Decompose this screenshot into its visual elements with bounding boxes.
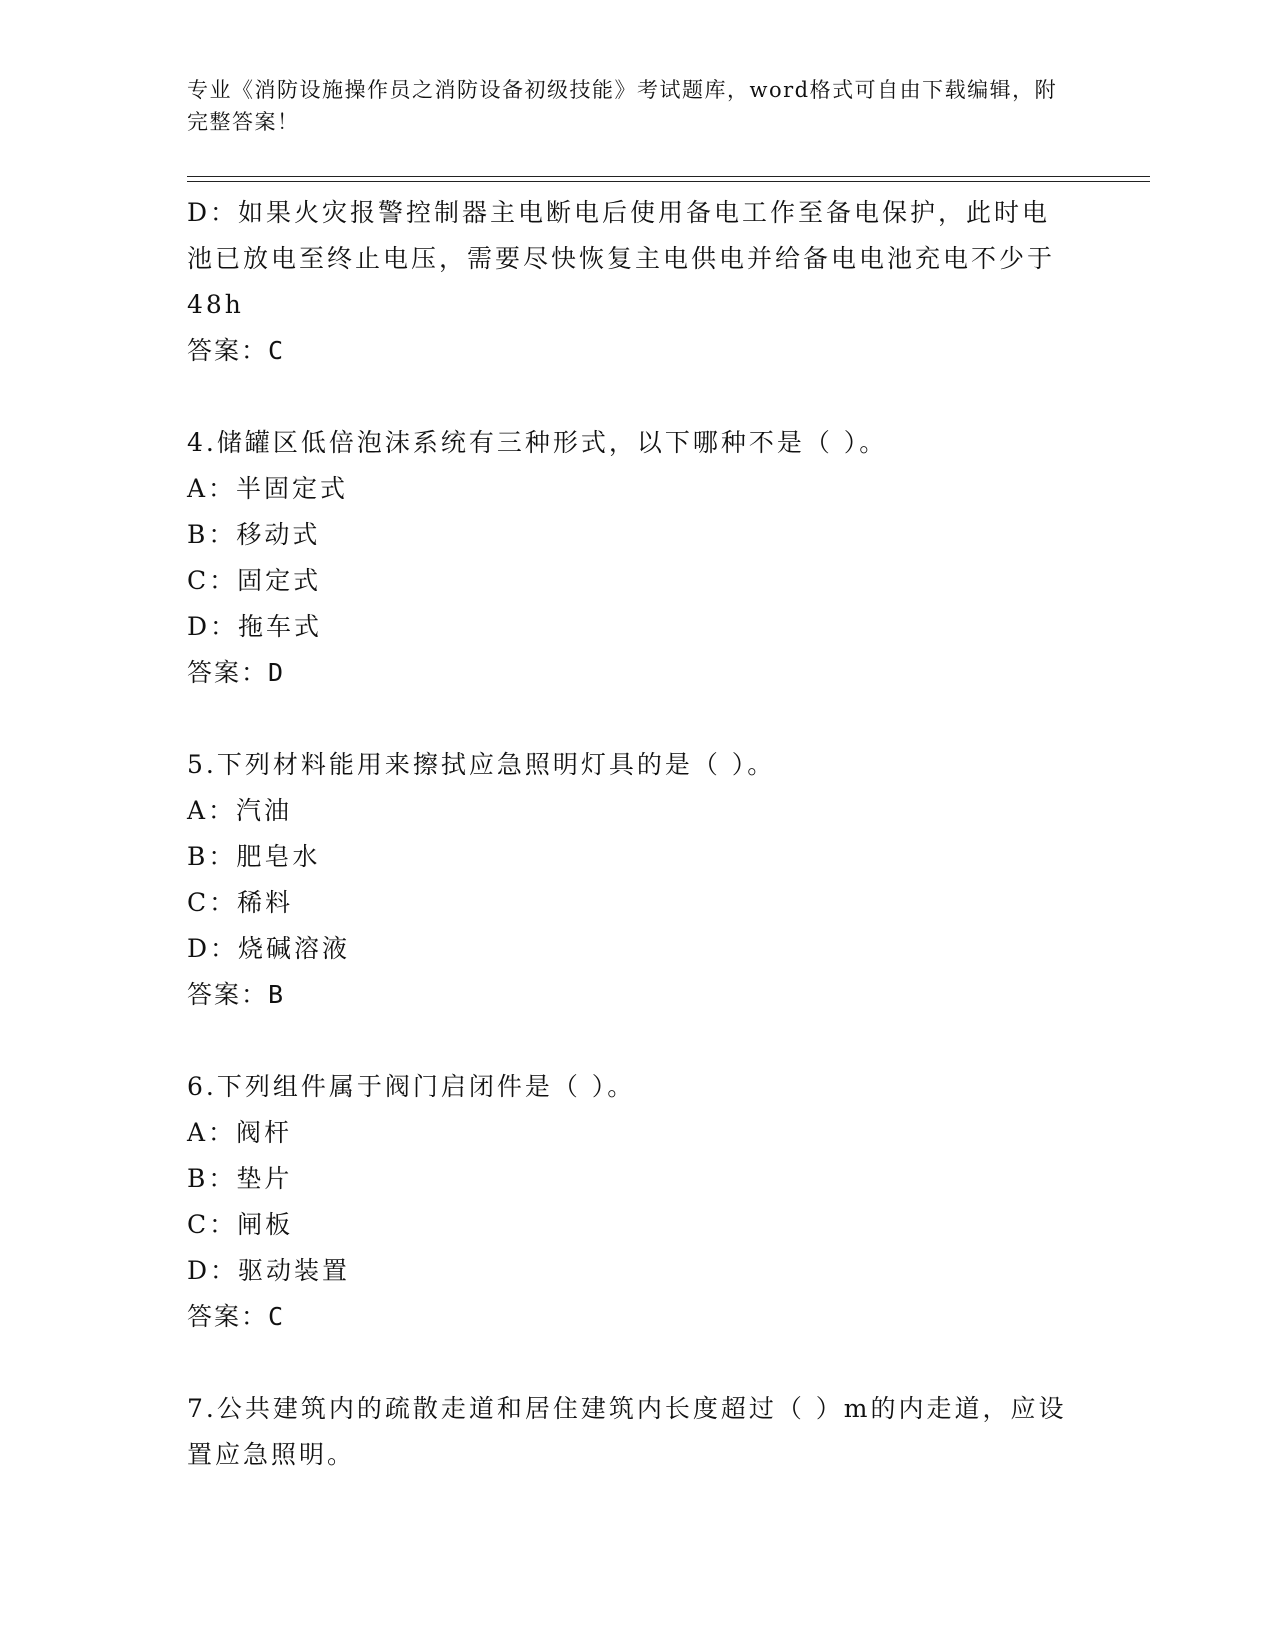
option-d: D：驱动装置 — [187, 1256, 351, 1285]
option-b: B：移动式 — [187, 520, 321, 549]
option-c: C：闸板 — [187, 1210, 294, 1239]
question-4 — [187, 420, 1087, 696]
answer-line — [187, 1294, 1087, 1340]
answer-line — [187, 328, 1087, 374]
answer-value: C — [268, 336, 286, 365]
question-6 — [187, 1064, 1087, 1340]
answer-value: B — [268, 980, 286, 1009]
header-divider-top — [187, 176, 1150, 177]
question-list — [187, 190, 1087, 1478]
question-title: 6.下列组件属于阀门启闭件是（ ）。 — [187, 1072, 636, 1101]
option-c: C：稀料 — [187, 888, 294, 917]
answer-label: 答案： — [187, 658, 269, 687]
question-title: 5.下列材料能用来擦拭应急照明灯具的是（ ）。 — [187, 750, 776, 779]
answer-value: C — [268, 1302, 286, 1331]
answer-value: D — [268, 658, 286, 687]
answer-label: 答案： — [187, 336, 269, 365]
option-a: A：半固定式 — [187, 474, 349, 503]
question-title: 7.公共建筑内的疏散走道和居住建筑内长度超过（ ）m的内走道，应设置应急照明。 — [187, 1394, 1067, 1469]
question-title: 4.储罐区低倍泡沫系统有三种形式，以下哪种不是（ ）。 — [187, 428, 888, 457]
option-c: C：固定式 — [187, 566, 322, 595]
header-text: 专业《消防设施操作员之消防设备初级技能》考试题库，word格式可自由下载编辑，附完整答案！ — [187, 78, 1058, 134]
option-b: B：肥皂水 — [187, 842, 321, 871]
answer-line — [187, 972, 1087, 1018]
question-5 — [187, 742, 1087, 1018]
answer-label: 答案： — [187, 1302, 269, 1331]
question-7 — [187, 1386, 1087, 1478]
option-d: D：如果火灾报警控制器主电断电后使用备电工作至备电保护，此时电池已放电至终止电压，需要尽快恢复主电供电并给备电电池充电不少于48h — [187, 198, 1056, 319]
option-a: A：阀杆 — [187, 1118, 293, 1147]
question-3-tail — [187, 190, 1087, 374]
document-header — [187, 74, 1067, 138]
option-d: D：拖车式 — [187, 612, 323, 641]
answer-label: 答案： — [187, 980, 269, 1009]
option-d: D：烧碱溶液 — [187, 934, 351, 963]
option-b: B：垫片 — [187, 1164, 293, 1193]
header-divider-bottom — [187, 181, 1150, 182]
answer-line — [187, 650, 1087, 696]
option-a: A：汽油 — [187, 796, 293, 825]
